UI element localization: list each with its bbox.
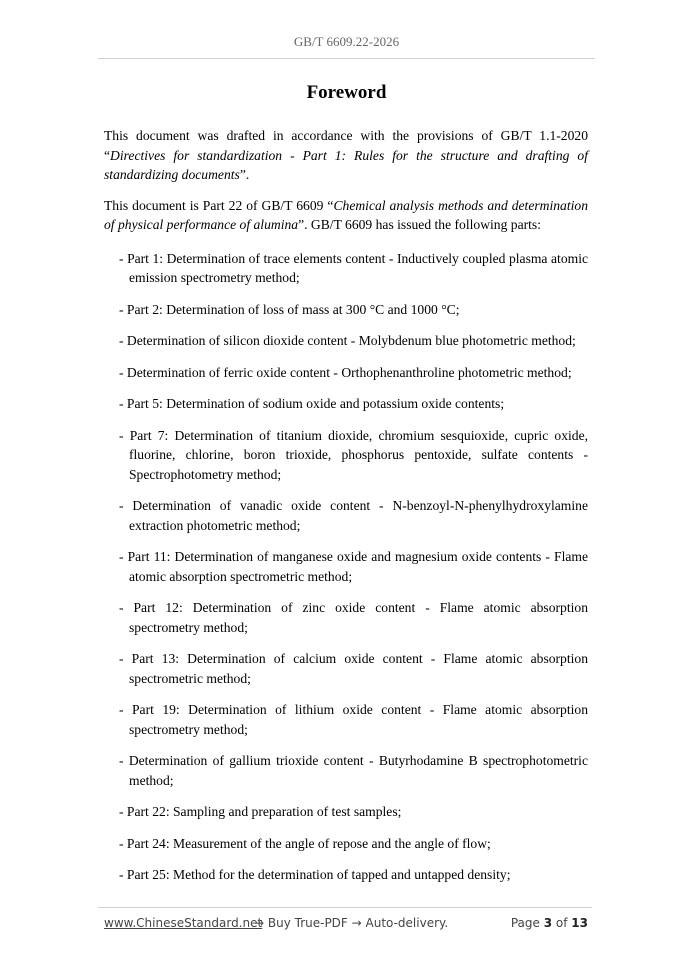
list-item: - Part 2: Determination of loss of mass at 300 °C and 1000 °C; [119,301,460,317]
footer-divider [98,907,592,908]
list-item: - Determination of silicon dioxide content - Molybdenum blue photometric method; [119,333,576,348]
list-item: - Part 12: Determination of zinc oxide content - Flame atomic absorption spectrometry method; [119,600,588,635]
list-item: - Part 19: Determination of lithium oxide content - Flame atomic absorption spectrometry method; [119,702,588,737]
list-item: - Determination of ferric oxide content - Orthophenanthroline photometric method; [119,364,572,380]
list-item: - Part 25: Method for the determination of tapped and untapped density; [119,867,511,882]
total-pages: 13 [571,916,588,930]
page-number [511,916,588,930]
intro-paragraph-2 [104,196,588,235]
of-label: of [555,916,568,930]
intro-p2-italic: Chemical analysis methods and determination of physical performance of alumina [104,197,588,232]
list-item: - Part 11: Determination of manganese oxide and magnesium oxide contents - Flame atomic absorption spectrometric method; [119,549,588,584]
footer-promo-text: → Buy True-PDF → Auto-delivery. [254,916,449,930]
page-footer [104,916,588,936]
list-item: - Part 13: Determination of calcium oxide content - Flame atomic absorption spectrometric method; [119,651,588,686]
website-link[interactable]: www.ChineseStandard.net [104,916,263,930]
document-body [104,126,588,897]
section-title: Foreword [306,82,387,103]
list-item: - Part 24: Measurement of the angle of repose and the angle of flow; [119,835,491,851]
list-item: - Part 7: Determination of titanium dioxide, chromium sesquioxide, cupric oxide, fluorine, chlorine, boron trioxide, phosphorus pentoxide, sulfate contents - Spectrophotometry method; [119,427,588,482]
page-header [98,34,595,59]
list-item: - Determination of vanadic oxide content - N-benzoyl-N-phenylhydroxylamine extraction photometric method; [119,498,588,533]
page-label: Page [510,916,540,930]
intro-paragraph-1 [104,126,588,185]
document-id: GB/T 6609.22-2026 [293,34,400,49]
parts-list [104,249,588,885]
intro-p2-text-a: This document is Part 22 of GB/T 6609 “ [104,197,334,213]
list-item: - Part 5: Determination of sodium oxide and potassium oxide contents; [119,396,505,411]
list-item: - Part 1: Determination of trace elements content - Inductively coupled plasma atomic emission spectrometry method; [119,250,588,285]
intro-p2-text-b: ”. GB/T 6609 has issued the following parts: [298,217,541,232]
intro-p1-italic: Directives for standardization - Part 1: Rules for the structure and drafting of standardizing documents [104,147,588,182]
intro-p1-text-b: ”. [239,167,250,182]
intro-p1-text-a: This document was drafted in accordance with the provisions of GB/T 1.1-2020 “ [104,128,588,163]
list-item: - Determination of gallium trioxide content - Butyrhodamine B spectrophotometric method; [119,753,588,788]
current-page: 3 [543,916,553,930]
list-item: - Part 22: Sampling and preparation of test samples; [119,804,402,819]
